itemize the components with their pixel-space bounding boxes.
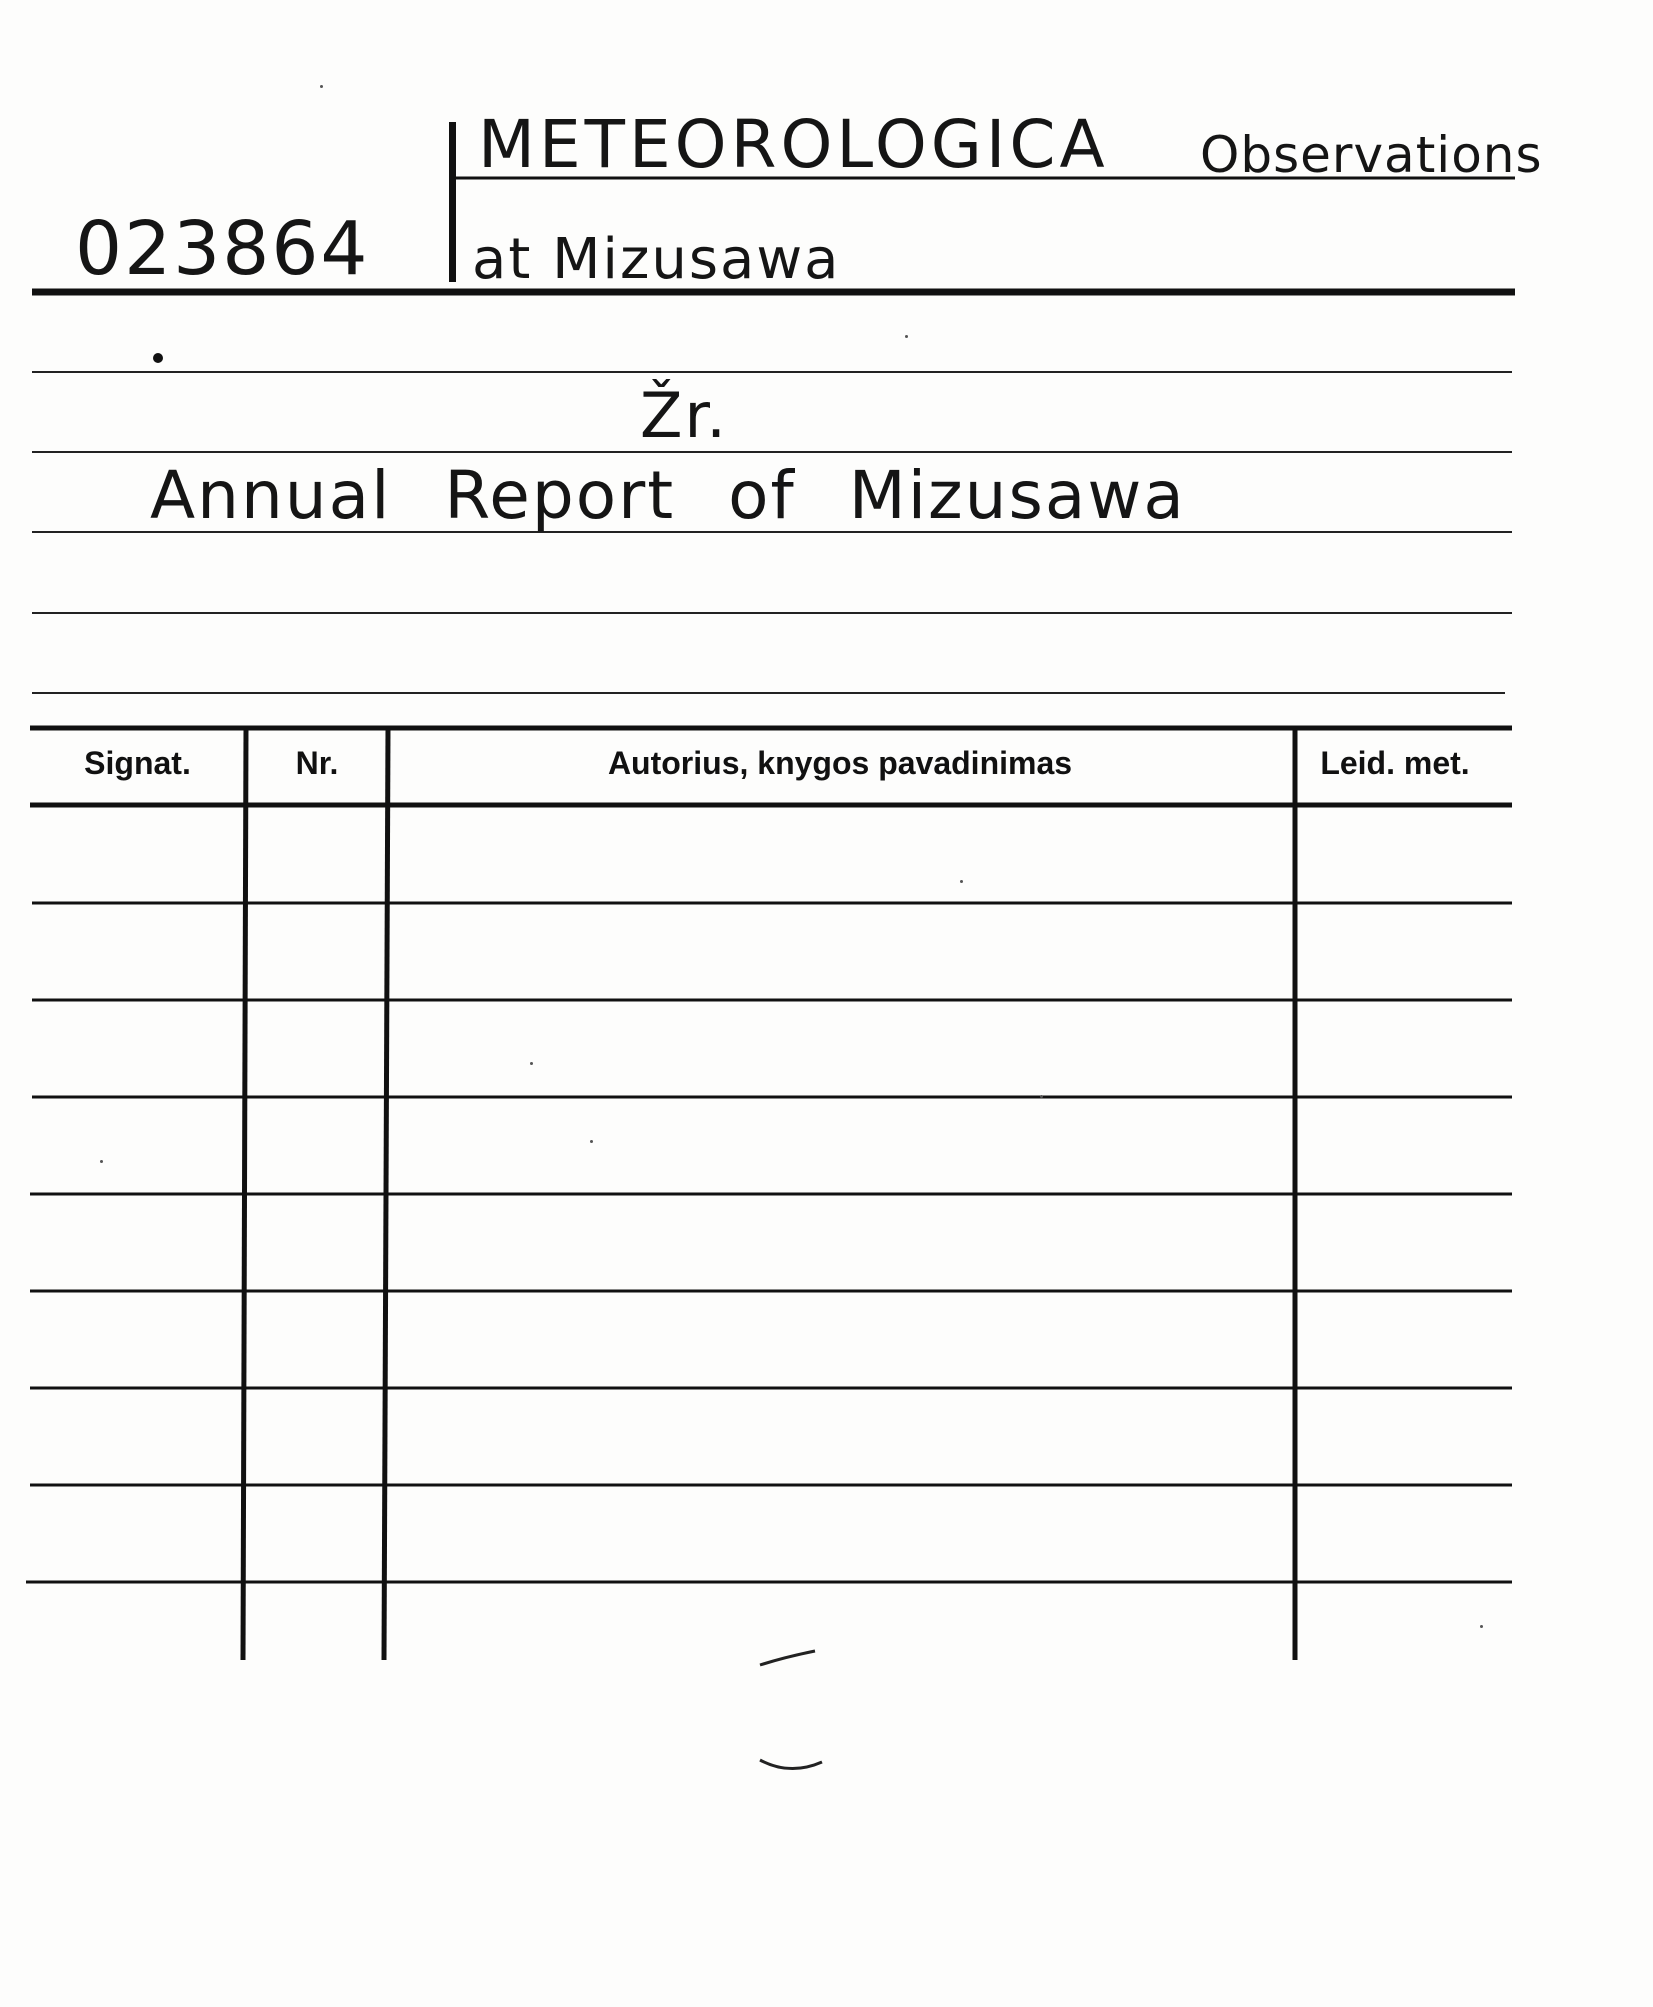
speck (590, 1140, 593, 1143)
speck (530, 1062, 533, 1065)
speck (905, 335, 908, 338)
speck (320, 85, 323, 88)
stray-mark-2 (760, 1760, 822, 1769)
see-also-title: Annual Report of Mizusawa (150, 457, 1186, 534)
column-header-author-title: Autorius, knygos pavadinimas (607, 745, 1073, 781)
speck (1040, 1095, 1043, 1098)
title-bracket (449, 122, 456, 282)
column-header-signat: Signat. (84, 745, 191, 781)
title-location: at Mizusawa (472, 227, 841, 292)
stray-mark-1 (760, 1651, 815, 1665)
speck (960, 880, 963, 883)
title-sub: Observations (1200, 126, 1543, 184)
column-header-publication-year: Leid. met. (1320, 745, 1470, 781)
see-also-marker: Žr. (640, 379, 728, 452)
speck (100, 1160, 103, 1163)
ink-dot (153, 353, 163, 363)
call-number: 023864 (75, 206, 370, 292)
column-header-nr: Nr. (295, 745, 339, 781)
speck (1480, 1625, 1483, 1628)
title-main: METEOROLOGICA (478, 106, 1109, 183)
table-row-lines (26, 903, 1512, 1582)
